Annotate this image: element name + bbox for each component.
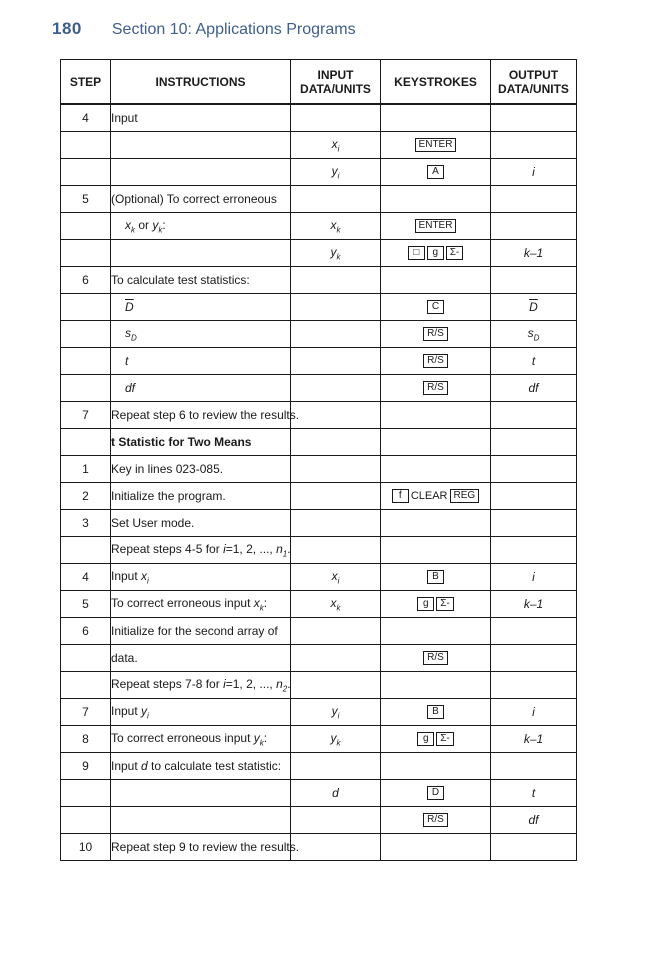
output-cell	[491, 618, 577, 645]
keystrokes-cell	[381, 618, 491, 645]
output-cell	[491, 186, 577, 213]
subscript: 2	[282, 684, 288, 694]
input-cell	[291, 456, 381, 483]
subscript: k	[259, 603, 264, 613]
section-title: Section 10: Applications Programs	[111, 21, 356, 38]
output-cell	[491, 537, 577, 564]
subscript: k	[336, 738, 341, 748]
table-row	[61, 348, 577, 375]
page-number: 180	[52, 19, 82, 38]
instruction-text: Repeat step 6 to review the results.	[111, 408, 300, 422]
instruction-cell	[111, 699, 291, 726]
col-instructions: INSTRUCTIONS	[111, 60, 291, 105]
subscript: i	[337, 144, 340, 154]
output-cell	[491, 699, 577, 726]
output-cell	[491, 672, 577, 699]
step-cell	[61, 429, 111, 456]
output-cell	[491, 132, 577, 159]
variable: x	[331, 136, 338, 151]
table-row	[61, 402, 577, 429]
instruction-cell	[111, 375, 291, 402]
instruction-text: :	[162, 217, 166, 232]
key-cap: R/S	[423, 354, 448, 368]
variable: d	[332, 786, 339, 800]
instruction-text: Input	[111, 568, 142, 583]
input-cell	[291, 402, 381, 429]
table-row	[61, 104, 577, 132]
keystrokes-cell	[381, 726, 491, 753]
instruction-cell	[111, 510, 291, 537]
output-cell	[491, 267, 577, 294]
keystrokes-cell	[381, 186, 491, 213]
instruction-cell	[111, 402, 300, 429]
instruction-cell	[111, 213, 291, 240]
key-cap: g	[427, 246, 444, 260]
output-cell	[491, 375, 577, 402]
output-cell	[491, 429, 577, 456]
instruction-text: (Optional) To correct erroneous	[111, 192, 277, 206]
instruction-cell	[111, 267, 291, 294]
keystrokes-cell	[381, 807, 491, 834]
instruction-symbol: df	[125, 381, 136, 395]
variable: y	[152, 217, 159, 232]
subscript: i	[337, 711, 340, 721]
step-cell	[61, 672, 111, 699]
variable: y	[331, 163, 338, 178]
variable: y	[330, 244, 337, 259]
variable: y	[253, 730, 260, 745]
output-value: i	[532, 570, 535, 584]
step-cell	[61, 240, 111, 267]
output-cell	[491, 321, 577, 348]
keystrokes-cell	[381, 348, 491, 375]
key-cap: B	[427, 705, 444, 719]
instruction-text: :	[263, 730, 268, 745]
key-cap: D	[427, 786, 444, 800]
key-cap: C	[427, 300, 444, 314]
step-cell: 5	[61, 591, 111, 618]
keystrokes-cell	[381, 294, 491, 321]
table-row	[61, 321, 577, 348]
input-cell	[291, 240, 381, 267]
input-cell	[291, 699, 381, 726]
output-value: i	[532, 705, 535, 719]
col-step: STEP	[61, 60, 111, 105]
table-row	[61, 510, 577, 537]
variable: s	[125, 325, 131, 340]
output-value: df	[528, 813, 539, 827]
instruction-text: .	[287, 676, 291, 691]
input-cell	[291, 618, 381, 645]
input-cell	[291, 834, 381, 861]
instruction-text: or	[135, 217, 153, 232]
instruction-text: To correct erroneous input	[111, 595, 254, 610]
table-row	[61, 753, 577, 780]
step-cell: 7	[61, 699, 111, 726]
col-output: OUTPUT DATA/UNITS	[491, 60, 577, 105]
input-cell	[291, 321, 381, 348]
variable: i	[223, 541, 226, 556]
step-cell	[61, 780, 111, 807]
instruction-text: Input	[111, 703, 142, 718]
input-cell	[291, 591, 381, 618]
subscript: D	[131, 333, 137, 343]
instruction-cell	[111, 834, 300, 861]
variable: x	[125, 217, 131, 232]
key-cap: R/S	[423, 813, 448, 827]
variable: n	[276, 541, 283, 556]
keystrokes-cell	[381, 483, 491, 510]
table-row	[61, 294, 577, 321]
key-cap: REG	[450, 489, 480, 503]
instruction-cell	[111, 483, 291, 510]
table-row	[61, 780, 577, 807]
instruction-text: Input	[111, 759, 142, 773]
key-cap: R/S	[423, 327, 448, 341]
instruction-text: =1, 2, ...,	[225, 676, 277, 691]
instruction-text: :	[263, 595, 268, 610]
table-row	[61, 483, 577, 510]
subscript: i	[147, 711, 149, 721]
table-row	[61, 564, 577, 591]
input-cell	[291, 510, 381, 537]
table-row	[61, 645, 577, 672]
output-cell	[491, 807, 577, 834]
keystrokes-cell	[381, 240, 491, 267]
instruction-heading: t Statistic for Two Means	[111, 435, 252, 449]
table-row	[61, 213, 577, 240]
step-cell	[61, 348, 111, 375]
instruction-symbol: t	[125, 354, 129, 368]
instruction-cell	[111, 104, 291, 132]
table-row	[61, 618, 577, 645]
key-cap: Σ-	[436, 732, 454, 746]
variable: d	[141, 759, 148, 773]
instruction-text: Key in lines 023-085.	[111, 462, 224, 476]
instruction-cell	[111, 672, 291, 699]
instruction-cell	[111, 564, 291, 591]
subscript: k	[259, 738, 264, 748]
table-row	[61, 456, 577, 483]
keystrokes-cell	[381, 537, 491, 564]
input-cell	[291, 672, 381, 699]
table-row	[61, 429, 577, 456]
step-cell: 9	[61, 753, 111, 780]
steps-table	[60, 59, 577, 861]
output-value: t	[531, 786, 536, 800]
output-cell	[491, 240, 577, 267]
instruction-text: Initialize for the second array of	[111, 624, 278, 638]
keystrokes-cell	[381, 591, 491, 618]
mean-d-symbol: $\overline{D}$	[529, 300, 538, 314]
keystrokes-cell	[381, 834, 491, 861]
step-cell: 6	[61, 267, 111, 294]
table-header-row	[61, 60, 577, 105]
input-cell	[291, 807, 381, 834]
input-cell	[291, 294, 381, 321]
keystrokes-cell	[381, 159, 491, 186]
output-value: k–1	[523, 732, 544, 746]
input-cell	[291, 132, 381, 159]
step-cell: 4	[61, 564, 111, 591]
key-cap: R/S	[423, 651, 448, 665]
instruction-cell	[111, 618, 291, 645]
input-cell	[291, 537, 381, 564]
subscript: i	[337, 171, 340, 181]
output-cell	[491, 456, 577, 483]
keystrokes-cell	[381, 429, 491, 456]
instruction-text: to calculate test statistic:	[147, 759, 282, 773]
page-header	[52, 19, 356, 45]
subscript: k	[131, 225, 135, 235]
instruction-cell	[111, 753, 291, 780]
input-cell	[291, 780, 381, 807]
instruction-cell	[111, 645, 291, 672]
input-cell	[291, 159, 381, 186]
variable: y	[141, 703, 148, 718]
instruction-cell	[111, 726, 291, 753]
step-cell	[61, 294, 111, 321]
output-cell	[491, 104, 577, 132]
table-row	[61, 807, 577, 834]
output-cell	[491, 483, 577, 510]
instruction-text: Set User mode.	[111, 516, 195, 530]
instruction-cell	[111, 294, 291, 321]
key-cap: g	[417, 732, 434, 746]
table-body	[61, 104, 577, 861]
input-cell	[291, 104, 381, 132]
input-cell	[291, 753, 381, 780]
subscript: i	[337, 576, 340, 586]
output-cell	[491, 402, 577, 429]
input-cell	[291, 267, 381, 294]
col-keystrokes: KEYSTROKES	[381, 60, 491, 105]
step-cell: 7	[61, 402, 111, 429]
variable: x	[253, 595, 260, 610]
keystrokes-cell	[381, 132, 491, 159]
subscript: k	[336, 252, 341, 262]
table-row	[61, 186, 577, 213]
input-cell	[291, 645, 381, 672]
instruction-cell	[111, 780, 291, 807]
keystrokes-cell	[381, 510, 491, 537]
keystrokes-cell	[381, 456, 491, 483]
instruction-text: Repeat step 9 to review the results.	[111, 840, 300, 854]
input-cell	[291, 483, 381, 510]
instruction-cell	[111, 132, 291, 159]
variable: x	[330, 595, 337, 610]
instruction-text: =1, 2, ...,	[225, 541, 277, 556]
table-row	[61, 699, 577, 726]
instruction-cell	[111, 348, 291, 375]
output-cell	[491, 564, 577, 591]
step-cell	[61, 321, 111, 348]
table-row	[61, 537, 577, 564]
variable: x	[330, 217, 337, 232]
step-cell	[61, 375, 111, 402]
input-cell	[291, 375, 381, 402]
variable: x	[331, 568, 338, 583]
table-row	[61, 591, 577, 618]
variable: i	[223, 676, 226, 691]
step-cell: 5	[61, 186, 111, 213]
output-value: i	[532, 165, 535, 179]
key-cap: Σ-	[446, 246, 464, 260]
output-cell	[491, 213, 577, 240]
keystrokes-cell	[381, 104, 491, 132]
table-row	[61, 159, 577, 186]
instruction-cell	[111, 591, 291, 618]
instruction-cell	[111, 240, 291, 267]
step-cell	[61, 213, 111, 240]
mean-d-symbol: $\overline{D}$	[125, 300, 134, 314]
table-row	[61, 834, 577, 861]
key-cap: R/S	[423, 381, 448, 395]
step-cell: 10	[61, 834, 111, 861]
output-cell	[491, 294, 577, 321]
step-cell: 8	[61, 726, 111, 753]
step-cell	[61, 132, 111, 159]
output-cell	[491, 645, 577, 672]
variable: y	[330, 730, 337, 745]
table-row	[61, 132, 577, 159]
variable: x	[141, 568, 148, 583]
input-cell	[291, 429, 381, 456]
output-value: df	[528, 381, 539, 395]
keystrokes-cell	[381, 321, 491, 348]
instruction-cell	[111, 456, 291, 483]
col-input: INPUT DATA/UNITS	[291, 60, 381, 105]
output-value: k–1	[523, 246, 544, 260]
instruction-text: Initialize the program.	[111, 489, 226, 503]
key-cap: f	[392, 489, 409, 503]
instruction-text: Input	[111, 111, 138, 125]
step-cell: 2	[61, 483, 111, 510]
keystrokes-cell	[381, 267, 491, 294]
key-cap: ENTER	[415, 219, 457, 233]
key-cap: ENTER	[415, 138, 457, 152]
table-row	[61, 240, 577, 267]
input-cell	[291, 186, 381, 213]
instruction-text: To calculate test statistics:	[111, 273, 250, 287]
keystrokes-cell	[381, 780, 491, 807]
step-cell	[61, 537, 111, 564]
keystrokes-cell	[381, 672, 491, 699]
step-cell: 4	[61, 104, 111, 132]
input-cell	[291, 348, 381, 375]
subscript: D	[533, 333, 540, 343]
keystrokes-cell	[381, 699, 491, 726]
table-row	[61, 375, 577, 402]
keystrokes-cell	[381, 645, 491, 672]
input-cell	[291, 213, 381, 240]
key-cap: A	[427, 165, 444, 179]
instruction-text: Repeat steps 4-5 for	[111, 541, 224, 556]
output-cell	[491, 159, 577, 186]
instruction-text: Repeat steps 7-8 for	[111, 676, 224, 691]
step-cell	[61, 645, 111, 672]
step-cell: 6	[61, 618, 111, 645]
variable: s	[527, 325, 534, 340]
input-cell	[291, 726, 381, 753]
step-cell	[61, 159, 111, 186]
instruction-cell	[111, 537, 291, 564]
keystrokes-cell	[381, 564, 491, 591]
subscript: k	[336, 603, 341, 613]
output-value: k–1	[523, 597, 544, 611]
output-cell	[491, 348, 577, 375]
output-cell	[491, 510, 577, 537]
table-row	[61, 726, 577, 753]
subscript: k	[336, 225, 341, 235]
step-cell: 1	[61, 456, 111, 483]
variable: n	[276, 676, 283, 691]
keystrokes-cell	[381, 375, 491, 402]
variable: y	[331, 703, 338, 718]
subscript: 1	[282, 549, 288, 559]
instruction-text: To correct erroneous input	[111, 730, 254, 745]
instruction-cell	[111, 807, 291, 834]
instruction-cell	[111, 186, 291, 213]
keystrokes-cell	[381, 402, 491, 429]
table-row	[61, 267, 577, 294]
key-cap: g	[417, 597, 434, 611]
key-cap: B	[427, 570, 444, 584]
step-cell: 3	[61, 510, 111, 537]
instruction-text: data.	[111, 651, 138, 665]
instruction-text: .	[287, 541, 291, 556]
input-cell	[291, 564, 381, 591]
keystrokes-cell	[381, 213, 491, 240]
step-cell	[61, 807, 111, 834]
key-cap: Σ-	[436, 597, 454, 611]
output-cell	[491, 834, 577, 861]
subscript: k	[158, 225, 163, 235]
key-label: CLEAR	[410, 490, 448, 503]
output-value: t	[531, 354, 536, 368]
output-cell	[491, 780, 577, 807]
instruction-cell	[111, 321, 291, 348]
instruction-cell	[111, 429, 291, 456]
output-cell	[491, 753, 577, 780]
keystrokes-cell	[381, 753, 491, 780]
output-cell	[491, 726, 577, 753]
instruction-cell	[111, 159, 291, 186]
output-cell	[491, 591, 577, 618]
table-row	[61, 672, 577, 699]
key-cap: □	[408, 246, 425, 260]
subscript: i	[147, 576, 149, 586]
